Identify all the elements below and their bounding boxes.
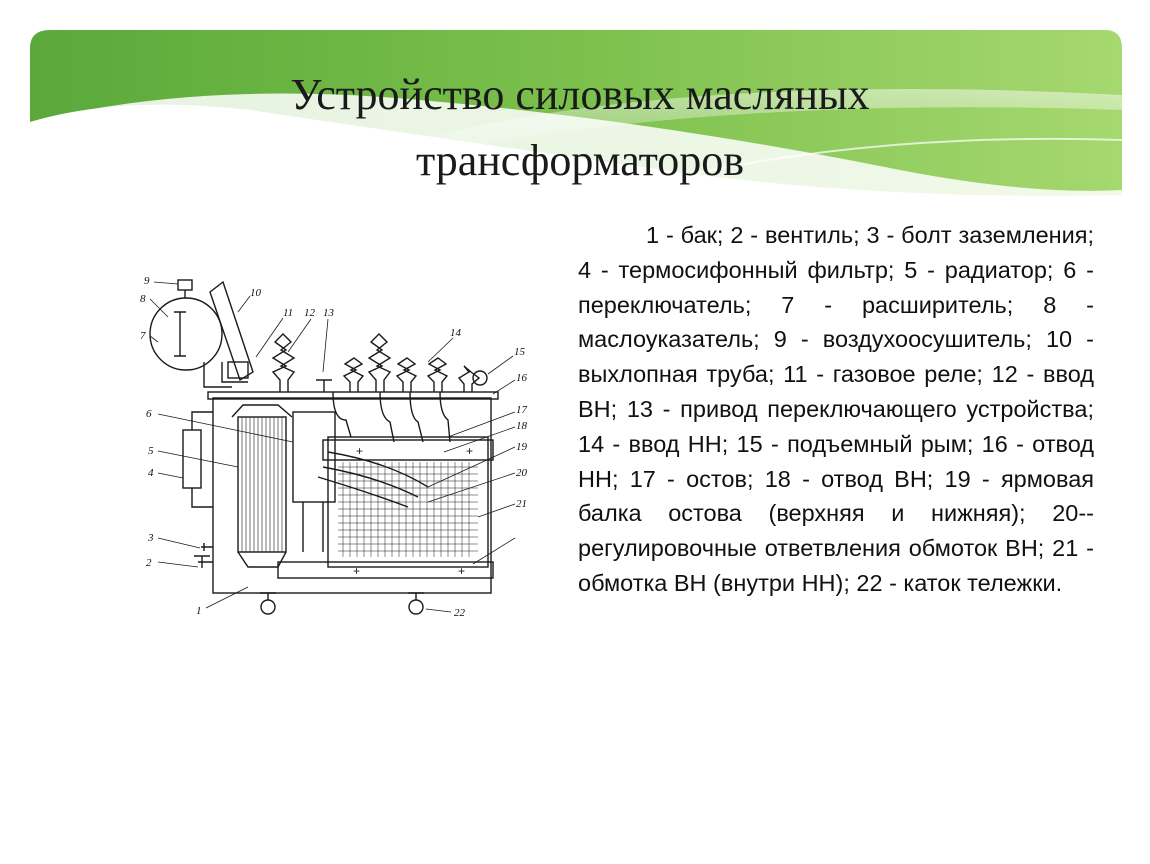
plus-sign: + (353, 564, 361, 578)
callout-label: 19 (516, 441, 527, 453)
callout-label: 16 (516, 372, 527, 384)
legend-text: 1 - бак; 2 - вентиль; 3 - болт заземления; 4 - термосифонный фильтр; 5 - радиатор; 6 - переключатель; 7 - расширитель; 8 - маслоуказатель; 9 - воздухоосушитель; 10 - выхлопная труба; 11 - газовое реле; 12 - ввод ВН; 13 - привод переключающего устройства; 14 - ввод НН; 15 - подъемный рым; 16 - отвод НН; 17 - остов; 18 - отвод ВН; 19 - ярмовая балка остова (верхняя и нижняя); 20-- регулировочные ответвления обмоток ВН; 21 - обмотка ВН (внутри НН); 22 - каток тележки. (578, 222, 1094, 596)
tap-changer (293, 412, 335, 502)
trolley-wheel (261, 600, 275, 614)
callout-label: 14 (450, 327, 461, 339)
exhaust-pipe (210, 282, 253, 380)
callout-label: 17 (516, 404, 527, 416)
lv-bushings (344, 358, 479, 392)
callout-label: 10 (250, 287, 261, 299)
callout-label: 12 (304, 307, 315, 319)
callout-label: 7 (140, 330, 146, 342)
callout-label: 13 (323, 307, 334, 319)
callout-label: 21 (516, 498, 527, 510)
callout-label: 18 (516, 420, 527, 432)
callout-label: 15 (514, 346, 525, 358)
plus-sign: + (458, 564, 466, 578)
valve (194, 556, 213, 568)
callout-label: 6 (146, 408, 152, 420)
callout-label: 8 (140, 293, 146, 305)
air-breather (178, 280, 192, 290)
callout-label: 20 (516, 467, 527, 479)
conservator (150, 298, 222, 370)
callout-label: 3 (148, 532, 154, 544)
plus-sign: + (356, 444, 364, 458)
hv-bushings (273, 334, 390, 392)
callout-label: 11 (283, 307, 294, 319)
title-line-2: трансформаторов (415, 136, 745, 185)
trolley-wheel (409, 600, 423, 614)
slide-title (180, 62, 980, 194)
callout-label: 9 (144, 275, 150, 287)
callout-label: 1 (196, 605, 202, 617)
callout-label: 2 (146, 557, 152, 569)
callout-label: 22 (454, 607, 465, 619)
callout-label: 4 (148, 467, 154, 479)
plus-sign: + (466, 444, 474, 458)
transformer-diagram (128, 262, 548, 632)
title-line-1: Устройство силовых масляных (290, 70, 870, 119)
callout-label: 5 (148, 445, 154, 457)
